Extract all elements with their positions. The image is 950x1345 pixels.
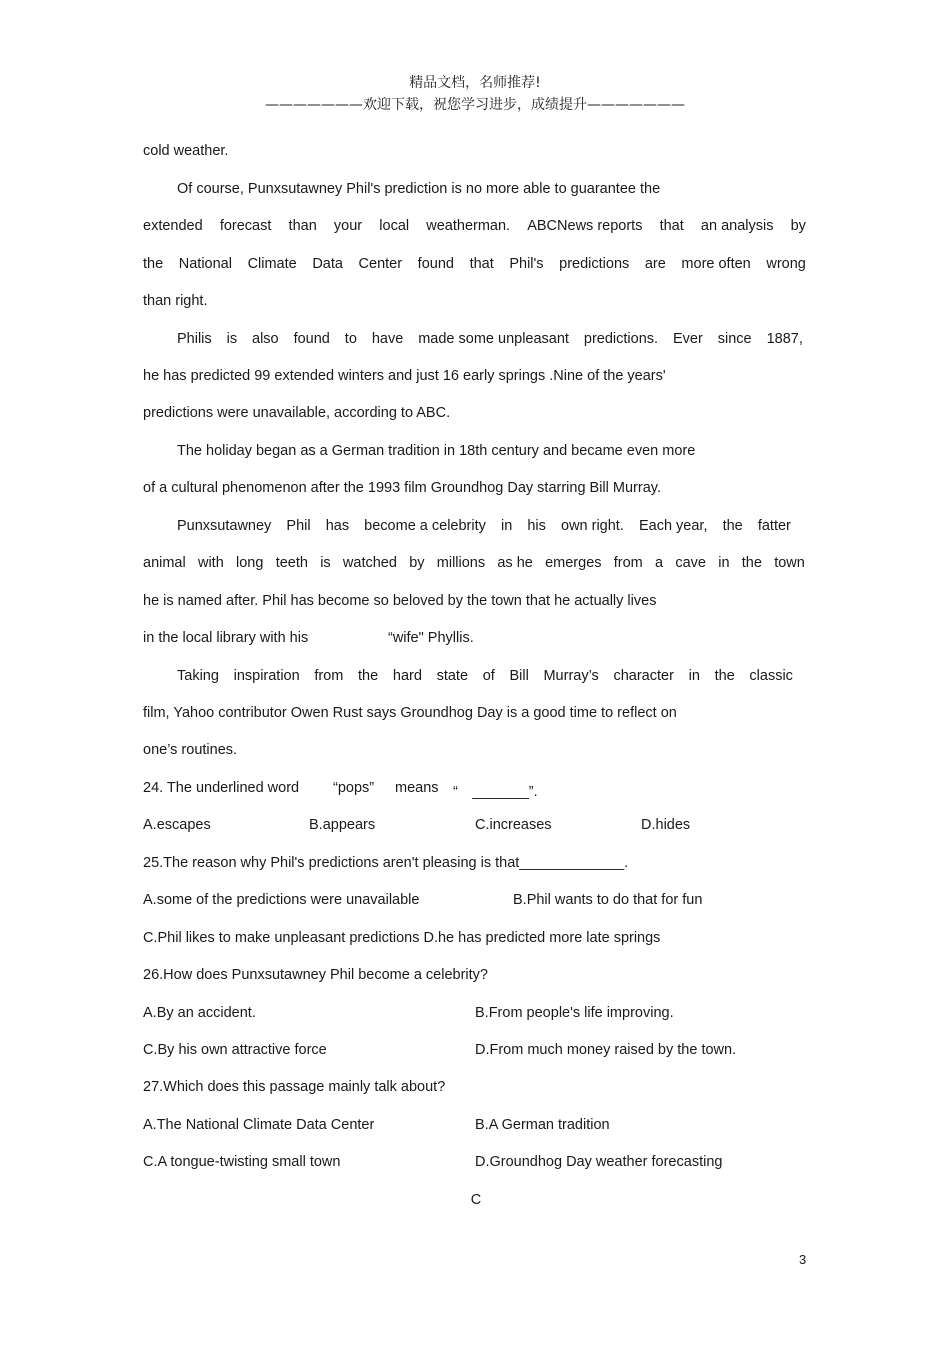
word: extended [143, 218, 203, 234]
passage-line-justified [177, 668, 793, 684]
word: cave [675, 555, 706, 571]
word: than [288, 218, 317, 234]
word: the [714, 668, 735, 684]
passage-line-justified [177, 518, 791, 534]
word: classic [749, 668, 793, 684]
word: have [371, 331, 404, 347]
page-header-subtitle: ———————欢迎下载，祝您学习进步，成绩提升——————— [265, 97, 685, 113]
question-25-stem: 25.The reason why Phil's predictions aren't pleasing is that_____________. [143, 855, 629, 871]
passage-line: of a cultural phenomenon after the 1993 film Groundhog Day starring Bill Murray. [143, 480, 661, 496]
word: in [718, 555, 730, 571]
word: Each year, [638, 518, 708, 534]
word: the [722, 518, 743, 534]
word: weatherman. [426, 218, 511, 234]
question-24-option-a: A.escapes [143, 817, 211, 833]
word: your [333, 218, 363, 234]
word: Climate [247, 256, 297, 272]
word: local [379, 218, 410, 234]
word: character [613, 668, 674, 684]
question-24-option-b: B.appears [309, 817, 376, 833]
word: from [613, 555, 643, 571]
word: found [417, 256, 454, 272]
word: also [252, 331, 279, 347]
word: by [790, 218, 806, 234]
word: Center [358, 256, 403, 272]
word: state [436, 668, 469, 684]
word: teeth [275, 555, 308, 571]
word: that [469, 256, 494, 272]
section-label: C [470, 1192, 482, 1208]
passage-line: cold weather. [143, 143, 229, 159]
passage-line: than right. [143, 293, 208, 309]
passage-line-justified [143, 256, 806, 272]
word: Philis [177, 331, 212, 347]
question-26-stem: 26.How does Punxsutawney Phil become a celebrity? [143, 967, 488, 983]
word: own right. [561, 518, 624, 534]
question-26-option-d: D.From much money raised by the town. [475, 1042, 737, 1058]
word: emerges [545, 555, 602, 571]
word: has [325, 518, 350, 534]
passage-line-justified [143, 555, 805, 571]
word: Ever [673, 331, 703, 347]
question-27-option-a: A.The National Climate Data Center [143, 1117, 375, 1133]
word: Murray’s [543, 668, 599, 684]
word: with [197, 555, 224, 571]
word: is [320, 555, 331, 571]
question-25-options-cd: C.Phil likes to make unpleasant predictions D.he has predicted more late springs [143, 930, 661, 946]
word: the [143, 256, 164, 272]
word: become a celebrity [364, 518, 486, 534]
word: fatter [757, 518, 791, 534]
question-25-option-a: A.some of the predictions were unavailable [143, 892, 420, 908]
passage-line: he is named after. Phil has become so beloved by the town that he actually lives [143, 593, 657, 609]
question-25-option-b: B.Phil wants to do that for fun [513, 892, 703, 908]
question-27-stem: 27.Which does this passage mainly talk about? [143, 1079, 446, 1095]
word: animal [143, 555, 186, 571]
word: to [344, 331, 357, 347]
word: predictions [559, 256, 630, 272]
word: is [226, 331, 238, 347]
word: 1887, [766, 331, 803, 347]
word: town [774, 555, 805, 571]
word: hard [392, 668, 422, 684]
word: Punxsutawney [177, 518, 272, 534]
word: watched [342, 555, 397, 571]
word: in [688, 668, 700, 684]
word: Bill [509, 668, 529, 684]
page-header-title: 精品文档，名师推荐! [409, 75, 541, 91]
word: are [644, 256, 666, 272]
word: National [178, 256, 232, 272]
word: the [358, 668, 379, 684]
word: of [482, 668, 495, 684]
word: by [409, 555, 425, 571]
word: the [741, 555, 762, 571]
word: Data [312, 256, 343, 272]
question-26-option-a: A.By an accident. [143, 1005, 256, 1021]
passage-line: predictions were unavailable, according to ABC. [143, 405, 451, 421]
word: long [236, 555, 264, 571]
word: Taking [177, 668, 219, 684]
passage-line: Of course, Punxsutawney Phil's prediction is no more able to guarantee the [177, 181, 661, 197]
word: inspiration [233, 668, 300, 684]
word: forecast [219, 218, 272, 234]
question-27-option-d: D.Groundhog Day weather forecasting [475, 1154, 723, 1170]
word: Phil [286, 518, 311, 534]
question-26-option-c: C.By his own attractive force [143, 1042, 327, 1058]
word: as he [497, 555, 533, 571]
passage-line: in the local library with his [143, 630, 309, 646]
question-24-stem: 24. The underlined word [143, 780, 300, 796]
word: in [500, 518, 513, 534]
word: Phil's [509, 256, 544, 272]
word: found [293, 331, 330, 347]
passage-line: one’s routines. [143, 742, 238, 758]
word: wrong [766, 256, 806, 272]
question-24-word: “pops” [333, 780, 375, 796]
page-number: 3 [799, 1252, 807, 1267]
passage-line: The holiday began as a German tradition in 18th century and became even more [177, 443, 696, 459]
word: an analysis [700, 218, 774, 234]
question-27-option-b: B.A German tradition [475, 1117, 610, 1133]
question-24-option-c: C.increases [475, 817, 552, 833]
word: more often [681, 256, 751, 272]
passage-line: he has predicted 99 extended winters and just 16 early springs .Nine of the years' [143, 368, 666, 384]
question-24-option-d: D.hides [641, 817, 691, 833]
word: ABCNews reports [527, 218, 643, 234]
passage-line-continuation: “wife" Phyllis. [388, 630, 474, 646]
passage-line: film, Yahoo contributor Owen Rust says Groundhog Day is a good time to reflect on [143, 705, 677, 721]
word: predictions. [583, 331, 659, 347]
word: his [527, 518, 546, 534]
word: from [314, 668, 344, 684]
passage-line-justified [143, 218, 806, 234]
passage-line-justified [177, 331, 803, 347]
question-24-blank: “ _______”. [453, 784, 538, 800]
word: that [659, 218, 684, 234]
word: since [717, 331, 752, 347]
word: made some unpleasant [418, 331, 569, 347]
question-26-option-b: B.From people's life improving. [475, 1005, 674, 1021]
word: millions [436, 555, 486, 571]
question-27-option-c: C.A tongue-twisting small town [143, 1154, 341, 1170]
word: a [655, 555, 664, 571]
question-24-means: means [395, 780, 439, 796]
